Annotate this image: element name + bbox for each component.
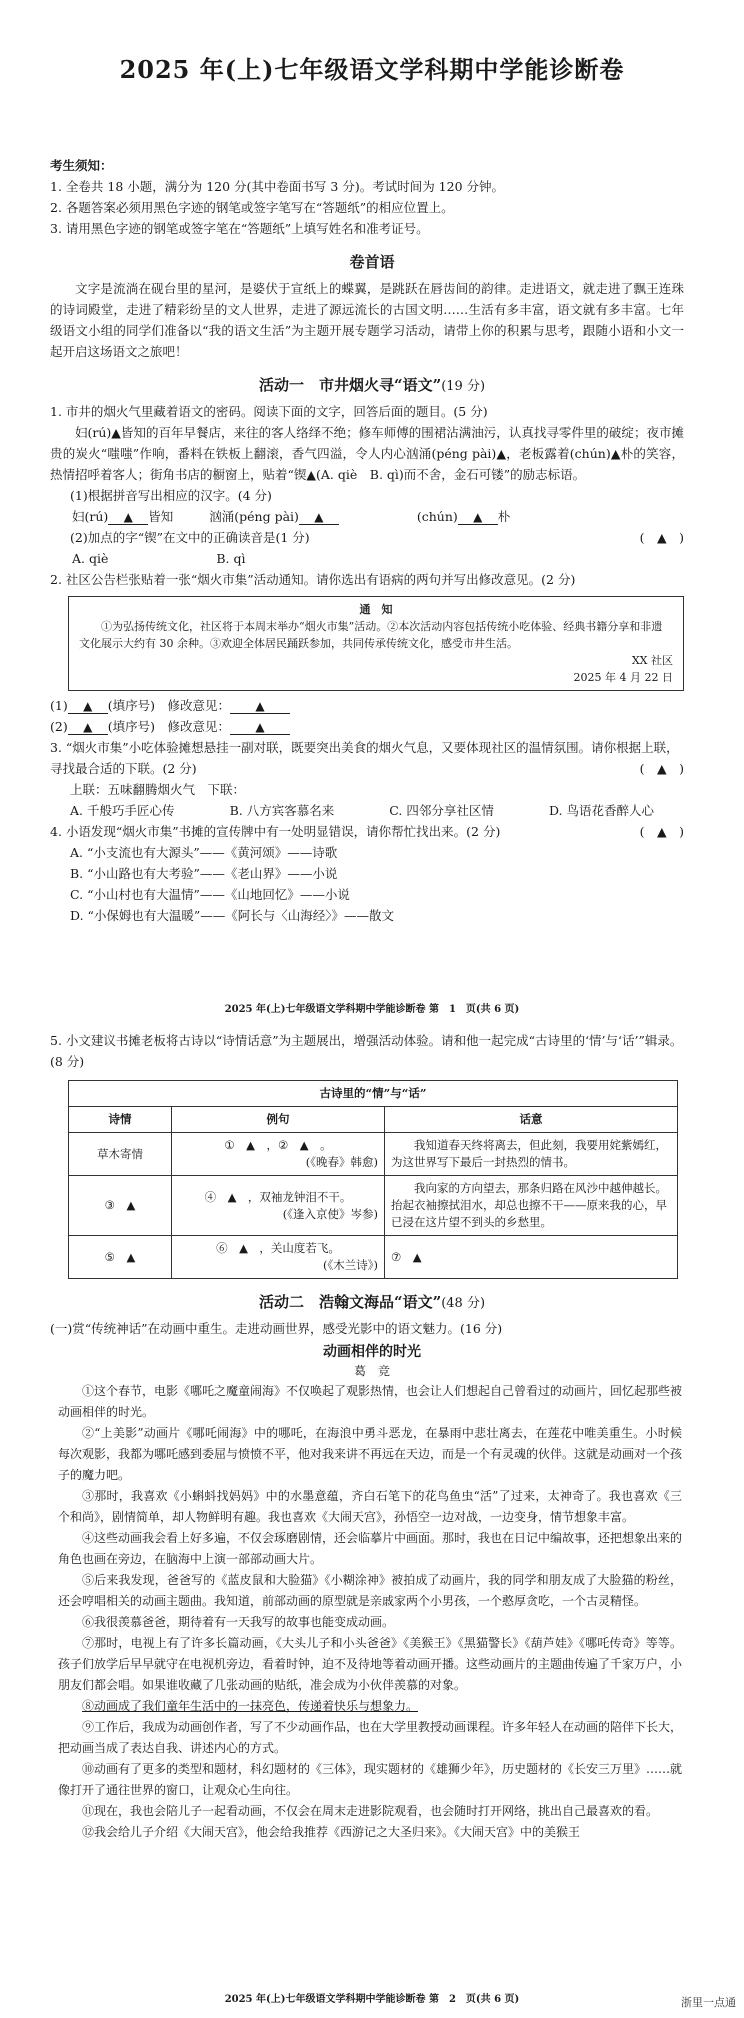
activity2-points: (48 分) bbox=[441, 1296, 486, 1311]
answer-blank[interactable]: ① ▲ ，② ▲ 。 bbox=[224, 1138, 332, 1152]
q1-stem: 1. 市井的烟火气里藏着语文的密码。阅读下面的文字，回答后面的题目。(5 分) bbox=[50, 404, 488, 419]
poem-table bbox=[68, 1080, 678, 1279]
q5-stem: 5. 小文建议书摊老板将古诗以“诗情话意”为主题展出，增强活动体验。请和他一起完成“古诗里的‘情’与‘话’”辑录。(8 分) bbox=[50, 1033, 683, 1069]
essay-paragraph: ⑫我会给儿子介绍《大闹天宫》，他会给我推荐《西游记之大圣归来》。《大闹天宫》中的美猴王 bbox=[82, 1825, 581, 1839]
essay-paragraph: ⑦那时，电视上有了许多长篇动画，《大头儿子和小头爸爸》《美猴王》《黑猫警长》《葫芦娃》《哪吒传奇》等等。孩子们放学后早早就守在电视机旁边，看着时钟，迫不及待地等着动画开播。这些动画片的主题曲传遍了千家万户，小朋友们都会唱。如果谁收藏了几张动画的贴纸，准会成为小伙伴羡慕的对象。 bbox=[58, 1636, 683, 1692]
poem-source: (《木兰诗》) bbox=[323, 1258, 378, 1272]
option: D. “小保姆也有大温暖”——《阿长与〈山海经〉》——散文 bbox=[70, 908, 395, 923]
notice-org: XX 社区 bbox=[631, 654, 673, 667]
option: A. 千般巧手匠心传 bbox=[70, 803, 175, 818]
blank-label: 妇(rú) bbox=[72, 509, 109, 524]
essay-paragraph: ①这个春节，电影《哪吒之魔童闹海》不仅唤起了观影热情，也会让人们想起自己曾看过的动画片，回忆起那些被动画相伴的时光。 bbox=[58, 1384, 683, 1419]
notice-box bbox=[68, 596, 684, 691]
fill-label: (填序号) 修改意见： bbox=[107, 698, 230, 713]
table-header: 话意 bbox=[385, 1107, 678, 1133]
notes-item: 1. 全卷共 18 小题，满分为 120 分(其中卷面书写 3 分)。考试时间为 120 分钟。 bbox=[50, 179, 505, 194]
activity2-intro: (一)赏“传统神话”在动画中重生。走进动画世界，感受光影中的语文魅力。(16 分) bbox=[50, 1321, 503, 1336]
q3-upper: 上联：五味翻腾烟火气 下联： bbox=[70, 782, 246, 797]
option: B. “小山路也有大考验”——《老山界》——小说 bbox=[70, 866, 338, 881]
preface-heading: 卷首语 bbox=[349, 253, 395, 271]
essay-paragraph: ⑨工作后，我成为动画创作者，写了不少动画作品，也在大学里教授动画课程。许多年轻人在动画的陪伴下长大，把动画当成了表达自我、讲述内心的方式。 bbox=[58, 1720, 683, 1755]
page-footer: 2025 年(上)七年级语文学科期中学能诊断卷 第 1 页(共 6 页) bbox=[224, 1004, 520, 1015]
answer-blank[interactable]: ▲ bbox=[230, 699, 290, 714]
table-cell: 我向家的方向望去，那条归路在风沙中越伸越长。抬起衣袖擦拭泪水，却总也擦不干——原来我的心，早已浸在这片望不到头的乡愁里。 bbox=[385, 1176, 678, 1236]
option: D. 鸟语花香醉人心 bbox=[548, 803, 654, 818]
q4-stem bbox=[50, 821, 684, 842]
table-cell[interactable] bbox=[172, 1176, 385, 1236]
option: A. “小支流也有大源头”——《黄河颂》——诗歌 bbox=[70, 845, 338, 860]
q1-sub1-blanks bbox=[72, 506, 684, 527]
q1-sub2 bbox=[70, 527, 684, 548]
answer-blank[interactable]: ⑥ ▲ ，关山度若飞。 bbox=[216, 1241, 340, 1255]
table-row bbox=[69, 1236, 678, 1279]
answer-mark: ▲ bbox=[656, 824, 667, 839]
table-header: 例句 bbox=[172, 1107, 385, 1133]
table-cell: 草木寄情 bbox=[69, 1133, 172, 1176]
essay-paragraph: ⑥我很羡慕爸爸，期待着有一天我写的故事也能变成动画。 bbox=[82, 1615, 395, 1629]
table-row bbox=[69, 1133, 678, 1176]
activity2-title: 活动二 浩翰文海品“语文” bbox=[258, 1293, 442, 1311]
q1-sub2-options bbox=[72, 548, 684, 569]
answer-blank[interactable]: ⑦ ▲ bbox=[385, 1236, 678, 1279]
answer-paren[interactable]: ( ▲ ) bbox=[639, 530, 684, 545]
fill-label: (1) bbox=[50, 698, 68, 713]
fill-label: (填序号) 修改意见： bbox=[107, 719, 230, 734]
activity2-heading bbox=[0, 1291, 744, 1312]
blank-label: 皆知 bbox=[148, 509, 174, 524]
table-header: 诗情 bbox=[69, 1107, 172, 1133]
blank-label: 汹涌(péng pài) bbox=[209, 509, 299, 524]
activity1-title: 活动一 市井烟火寻“语文” bbox=[258, 376, 442, 394]
answer-blank[interactable]: ▲ bbox=[458, 510, 498, 525]
answer-blank[interactable]: ▲ bbox=[230, 720, 290, 735]
notes-item: 3. 请用黑色字迹的钢笔或签字笔在“答题纸”上填写姓名和准考证号。 bbox=[50, 221, 429, 236]
answer-blank[interactable]: ▲ bbox=[108, 510, 148, 525]
option: B. qì bbox=[216, 551, 246, 566]
table-cell[interactable] bbox=[172, 1236, 385, 1279]
table-cell[interactable] bbox=[172, 1133, 385, 1176]
q2-fill-2 bbox=[50, 716, 684, 737]
notes-heading: 考生须知： bbox=[50, 158, 113, 173]
fill-label: (2) bbox=[50, 719, 68, 734]
option: C. 四邻分享社区情 bbox=[389, 803, 494, 818]
watermark: 浙里一点通 bbox=[681, 1996, 736, 2009]
notice-body: ①为弘扬传统文化，社区将于本周末举办“烟火市集”活动。②本次活动内容包括传统小吃体验、经典书籍分享和非遗文化展示大约有 30 余种。③欢迎全体居民踊跃参加，共同传承传统文化，感受市井生活。 bbox=[79, 620, 663, 650]
answer-paren[interactable]: ( ▲ ) bbox=[639, 824, 684, 839]
q4-text: 4. 小语发现“烟火市集”书摊的宣传牌中有一处明显错误，请你帮忙找出来。(2 分) bbox=[50, 824, 501, 839]
q3-stem bbox=[50, 737, 684, 779]
essay-paragraph: ③那时，我喜欢《小蝌蚪找妈妈》中的水墨意蕴，齐白石笔下的花鸟鱼虫“活”了过来，太神奇了。我也喜欢《三个和尚》，剧情简单，却人物鲜明有趣。我也喜欢《大闹天宫》，孙悟空一边对战，一边变身，情节想象丰富。 bbox=[58, 1489, 682, 1524]
candidate-notes bbox=[50, 155, 744, 239]
notice-date: 2025 年 4 月 22 日 bbox=[573, 671, 673, 684]
table-title: 古诗里的“情”与“话” bbox=[69, 1081, 678, 1107]
table-row bbox=[69, 1176, 678, 1236]
answer-mark: ▲ bbox=[656, 761, 667, 776]
option: A. qiè bbox=[72, 551, 109, 566]
notes-item: 2. 各题答案必须用黑色字迹的钢笔或签字笔写在“答题纸”的相应位置上。 bbox=[50, 200, 454, 215]
blank-label: (chún) bbox=[416, 509, 458, 524]
answer-mark: ▲ bbox=[656, 530, 667, 545]
notice-title: 通 知 bbox=[359, 603, 393, 616]
page-footer: 2025 年(上)七年级语文学科期中学能诊断卷 第 2 页(共 6 页) bbox=[224, 1994, 520, 2005]
blank-label: 朴 bbox=[497, 509, 511, 524]
answer-blank[interactable]: ▲ bbox=[68, 720, 108, 735]
essay-paragraph: ④这些动画我会看上好多遍，不仅会琢磨剧情，还会临摹片中画面。那时，我也在日记中编故事，还把想象出来的角色也画在旁边，在脑海中上演一部部动画大片。 bbox=[58, 1531, 683, 1566]
answer-paren[interactable]: ( ▲ ) bbox=[639, 761, 684, 776]
answer-blank[interactable]: ④ ▲ ，双袖龙钟泪不干。 bbox=[204, 1189, 352, 1204]
essay-paragraph: ⑩动画有了更多的类型和题材，科幻题材的《三体》，现实题材的《雄狮少年》，历史题材的《长安三万里》……就像打开了通往世界的窗口，让观众心生向往。 bbox=[58, 1762, 683, 1797]
option: C. “小山村也有大温情”——《山地回忆》——小说 bbox=[70, 887, 350, 902]
table-cell: 我知道春天终将离去，但此刻，我要用姹紫嫣红，为这世界写下最后一封热烈的情书。 bbox=[385, 1133, 678, 1176]
essay-paragraph: ⑤后来我发现，爸爸写的《蓝皮鼠和大脸猫》《小糊涂神》被拍成了动画片，我的同学和朋友成了大脸猫的粉丝，还会哼唱相关的动画主题曲。我知道，前部动画的原型就是亲戚家两个小男孩，一个憨厚贪吃，一个古灵精怪。 bbox=[58, 1573, 682, 1608]
essay-paragraph: ⑪现在，我也会陪儿子一起看动画，不仅会在周末走进影院观看，也会随时打开网络，挑出自己最喜欢的看。 bbox=[82, 1804, 659, 1818]
answer-blank[interactable]: ⑤ ▲ bbox=[69, 1236, 172, 1279]
answer-blank[interactable]: ▲ bbox=[299, 510, 339, 525]
essay-paragraph: ②“上美影”动画片《哪吒闹海》中的哪吒，在海浪中勇斗恶龙，在暴雨中悲壮离去，在莲花中唯美重生。小时候每次观影，我都为哪吒感到委屈与愤愤不平，他对我来讲不再远在天边，而是一个有灵魂的伙伴。这就是动画对一个孩子的魔力吧。 bbox=[58, 1426, 683, 1482]
q2-fill-1 bbox=[50, 695, 684, 716]
q1-sub2-text: (2)加点的字“锲”在文中的正确读音是(1 分) bbox=[70, 530, 310, 545]
answer-blank[interactable]: ▲ bbox=[68, 699, 108, 714]
exam-title: 2025 年(上)七年级语文学科期中学能诊断卷 bbox=[119, 55, 625, 84]
answer-blank[interactable]: ③ ▲ bbox=[69, 1176, 172, 1236]
essay-author: 葛 竞 bbox=[353, 1364, 390, 1378]
preface-text: 文字是流淌在砚台里的星河，是婆伏于宣纸上的蝶翼，是跳跃在唇齿间的韵律。走进语文，就走进了飘王连珠的诗词殿堂，走进了精彩纷呈的文人世界，走进了源远流长的古国文明……生活有多丰富，语文就有多丰富。七年级语文小组的同学们准备以“我的语文生活”为主题开展专题学习活动，请带上你的积累与思考，跟随小语和小文一起开启这场语文之旅吧！ bbox=[50, 281, 684, 359]
activity1-heading bbox=[0, 374, 744, 395]
q1-passage: 妇(rú)▲皆知的百年早餐店，来往的客人络绎不绝；修车师傅的围裙沾满油污，认真找寻零件里的破绽；夜市摊贵的炭火“嗤嗤”作响，番料在铁板上翻滚，香气四溢，令人内心汹涌(péng pài)▲，老板露着(chún)▲朴的笑容，热情招呼着客人；街角书店的橱窗上，贴着“锲▲(A. qiè B. qì)而不舍，金石可镂”的励志标语。 bbox=[50, 425, 684, 482]
poem-source: (《晚春》韩愈) bbox=[305, 1155, 378, 1169]
q3-options bbox=[70, 800, 654, 821]
essay-paragraph-underlined: ⑧动画成了我们童年生活中的一抹亮色，传递着快乐与想象力。 bbox=[82, 1699, 419, 1713]
q3-text: 3. “烟火市集”小吃体验摊想悬挂一副对联，既要突出美食的烟火气息，又要体现社区的温情氛围。请你根据上联，寻找最合适的下联。(2 分) bbox=[50, 740, 679, 776]
poem-source: (《逢入京使》岑参) bbox=[282, 1206, 378, 1221]
q1-sub1: (1)根据拼音写出相应的汉字。(4 分) bbox=[70, 488, 272, 503]
essay-title: 动画相伴的时光 bbox=[323, 1344, 421, 1360]
option: B. 八方宾客慕名来 bbox=[229, 803, 335, 818]
activity1-points: (19 分) bbox=[441, 379, 486, 394]
exam-page-2 bbox=[0, 1025, 744, 2018]
q2-stem: 2. 社区公告栏张贴着一张“烟火市集”活动通知。请你选出有语病的两句并写出修改意见。(2 分) bbox=[50, 572, 576, 587]
